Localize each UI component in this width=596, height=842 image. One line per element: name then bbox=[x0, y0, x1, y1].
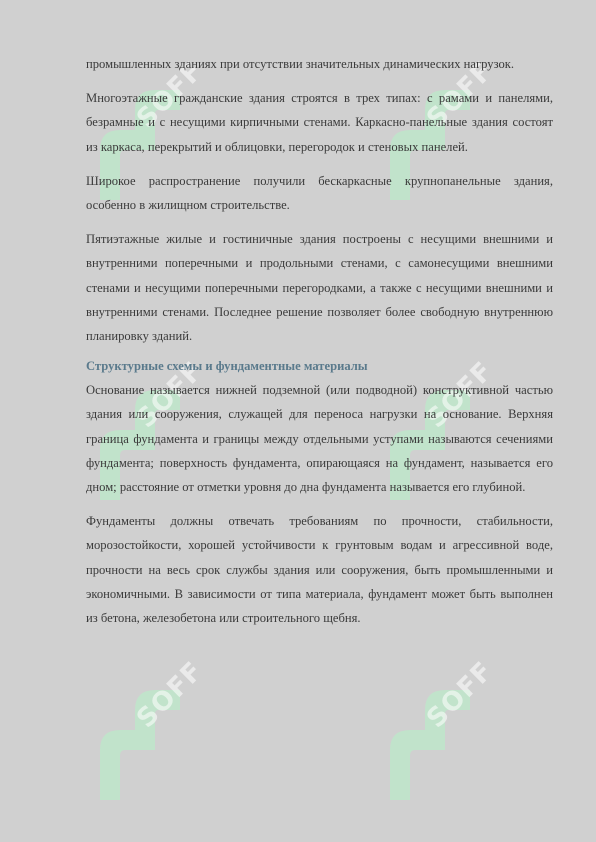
watermark-text: SOFF bbox=[131, 655, 210, 735]
watermark-text: SOFF bbox=[131, 355, 210, 435]
section-heading: Структурные схемы и фундаментные материалы bbox=[86, 359, 368, 374]
paragraph: Основание называется нижней подземной (или подводной) конструктивной частью здания или сооружения, служащей для переноса нагрузки на основание. Верхняя граница фундамента и границы между отдельными уступами называются сечениями фундамента; поверхность фундамента, опирающаяся на фундамент, называется его дном; расстояние от отметки уровня до дна фундамента называется его глубиной. bbox=[86, 383, 553, 495]
paragraph: Фундаменты должны отвечать требованиям по прочности, стабильности, морозостойкости, хорошей устойчивости к грунтовым водам и агрессивной воде, прочности на весь срок службы здания или сооружения, быть промышленными и экономичными. В зависимости от типа материала, фундамент может быть выполнен из бетона, железобетона или строительного щебня. bbox=[86, 514, 553, 626]
paragraph: промышленных зданиях при отсутствии значительных динамических нагрузок. bbox=[86, 57, 515, 71]
watermark-text: SOFF bbox=[421, 55, 500, 135]
document-body bbox=[86, 52, 553, 640]
paragraph: Широкое распространение получили бескаркасные крупнопанельные здания, особенно в жилищном строительстве. bbox=[86, 173, 553, 213]
watermark-text: SOFF bbox=[131, 55, 210, 135]
watermark-text: SOFF bbox=[421, 655, 500, 735]
watermark-text: SOFF bbox=[421, 355, 500, 435]
paragraph: Пятиэтажные жилые и гостиничные здания построены с несущими внешними и внутренними поперечными и продольными стенами, с самонесущими внешними стенами и несущими поперечными перегородками, а также с несущими внешними и внутренними стенами. Последнее решение позволяет более свободную внутреннюю планировку зданий. bbox=[86, 232, 553, 344]
paragraph: Многоэтажные гражданские здания строятся в трех типах: с рамами и панелями, безрамные и с несущими кирпичными стенами. Каркасно-панельные здания состоят из каркаса, перекрытий и облицовки, перегородок и стеновых панелей. bbox=[86, 91, 553, 154]
